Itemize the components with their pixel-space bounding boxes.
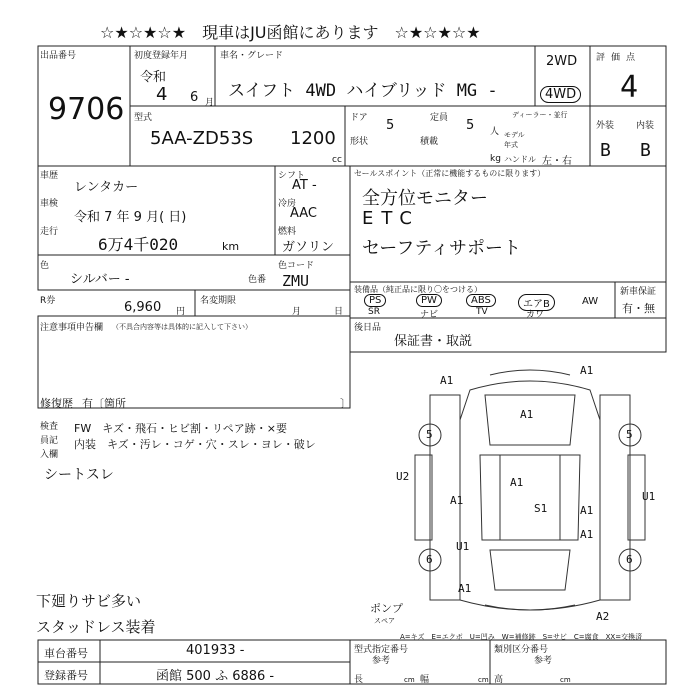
recycle-label: R券 [40, 296, 56, 306]
history-value: レンタカー [74, 180, 139, 195]
equip-abs: ABS [466, 294, 496, 307]
handle-value: 左・右 [542, 156, 572, 167]
diagram-mark: A1 [520, 408, 534, 421]
class-number-ref: 参考 [534, 656, 553, 666]
repair-close: 〕 [340, 397, 351, 410]
banner: ☆★☆★☆★ 現車はJU函館にあります ☆★☆★☆★ [100, 23, 481, 42]
dim-height-unit: cm [560, 676, 571, 684]
doors-value: 5 [386, 118, 395, 133]
dim-width-unit: cm [478, 676, 489, 684]
tire-mark: 6 [426, 553, 433, 566]
diagram-mark: S1 [534, 502, 548, 515]
diagram-mark: A1 [458, 582, 472, 595]
warranty-label: 新車保証 [620, 287, 657, 297]
notes-sub: （不具合内容等は具体的に記入して下さい） [112, 323, 252, 331]
name-change-label: 名変期限 [200, 296, 237, 306]
score-exterior-value: B [600, 140, 611, 161]
dim-length-unit: cm [404, 676, 415, 684]
sales-point-3: セーフティサポート [362, 238, 521, 259]
check-label: 検査員記入欄 [40, 422, 59, 460]
first-reg-year: 4 [156, 84, 168, 105]
class-number-label: 類別区分番号 [494, 645, 549, 655]
equip-airbag: エアB [518, 294, 555, 311]
fuel-value: ガソリン [282, 240, 335, 255]
model-year-label: モデル年式 [504, 131, 525, 149]
diagram-mark: A1 [580, 528, 594, 541]
score-interior-label: 内装 [636, 121, 655, 131]
equip-pw: PW [416, 294, 442, 307]
color-code-label: 色コード [278, 261, 315, 271]
first-reg-month: 6 [190, 90, 199, 105]
fuel-label: 燃料 [278, 227, 297, 237]
diagram-mark: U1 [456, 540, 470, 553]
handwritten-note-3: スタッドレス装着 [36, 618, 156, 636]
displacement-unit: cc [332, 155, 342, 165]
shift-value: AT - [292, 178, 317, 193]
spare-label: スペア [374, 617, 395, 625]
sales-point-2: ETC [362, 208, 420, 229]
shift-label: シフト [278, 171, 306, 181]
check-row1: FW キズ・飛石・ヒビ割・リペア跡・×要 [74, 422, 287, 435]
inspection-value: 令和 7 年 9 月( 日) [74, 210, 187, 225]
color-code-value: ZMU [282, 272, 310, 290]
equipment-label: 装備品（純正品に限り〇をつける） [354, 285, 482, 294]
mileage-value: 6万4千020 [98, 235, 179, 254]
history-label: 車歴 [40, 171, 59, 181]
color-value: シルバー - [70, 272, 130, 287]
recycle-unit: 円 [176, 307, 186, 317]
drive-2wd: 2WD [546, 54, 578, 69]
aircon-value: AAC [290, 206, 317, 221]
first-reg-label: 初度登録年月 [134, 51, 189, 61]
mileage-label: 走行 [40, 227, 59, 237]
spare-note: ポンプ [370, 602, 403, 615]
notes-label: 注意事項申告欄 [40, 323, 104, 333]
drive-4wd: 4WD [540, 86, 581, 103]
equip-navi: ナビ [420, 310, 439, 320]
load-label: 積載 [420, 137, 439, 147]
chassis-label: 車台番号 [44, 647, 88, 660]
score-interior-value: B [640, 140, 651, 161]
name-change-day: 日 [334, 307, 344, 317]
score-exterior-label: 外装 [596, 121, 615, 131]
dim-height: 高 [494, 675, 504, 685]
score-value: 4 [620, 70, 639, 105]
diagram-mark: A1 [510, 476, 524, 489]
lot-label: 出品番号 [40, 51, 77, 61]
type-designation-ref: 参考 [372, 656, 391, 666]
model-code-label: 型式 [134, 113, 153, 123]
equip-ps: PS [364, 294, 386, 307]
aircon-label: 冷房 [278, 199, 297, 209]
handle-label: ハンドル [504, 155, 536, 164]
diagram-mark: A1 [440, 374, 454, 387]
reg-number-value: 函館 500 ふ 6886 - [156, 669, 275, 684]
inspection-label: 車検 [40, 199, 59, 209]
equip-tv: TV [476, 307, 488, 317]
first-reg-month-unit: 月 [205, 98, 215, 108]
model-code-value: 5AA-ZD53S [150, 128, 254, 149]
equip-sr: SR [368, 307, 380, 317]
score-label: 評価点 [596, 53, 642, 63]
color-number-label: 色番 [248, 275, 267, 285]
type-designation-label: 型式指定番号 [354, 645, 409, 655]
repair-value: 有〔箇所 [82, 397, 126, 410]
first-reg-era: 令和 [140, 70, 167, 85]
repair-label: 修復歴 [40, 397, 73, 410]
tire-mark: 5 [426, 428, 433, 441]
capacity-label: 定員 [430, 113, 449, 123]
handwritten-note-1: シートスレ [44, 467, 114, 483]
chassis-value: 401933 - [186, 643, 245, 658]
warranty-value: 有・無 [622, 302, 655, 315]
equip-leather: カワ [526, 310, 545, 320]
tire-mark: 5 [626, 428, 633, 441]
diagram-mark: A1 [580, 504, 594, 517]
model-name-label: 車名・グレード [220, 51, 284, 61]
diagram-mark: U1 [642, 490, 656, 503]
diagram-mark: A1 [580, 364, 594, 377]
sales-point-1: 全方位モニター [362, 188, 488, 209]
diagram-mark: U2 [396, 470, 410, 483]
sales-points-label: セールスポイント（正常に機能するものに限ります） [354, 169, 546, 178]
diagram-mark: A1 [450, 494, 464, 507]
dim-width: 幅 [420, 675, 430, 685]
dealer-label: ディーラー・並行 [512, 111, 568, 119]
recycle-value: 6,960 [124, 300, 162, 315]
displacement-value: 1200 [290, 128, 336, 149]
color-label: 色 [40, 261, 50, 271]
lot-number: 9706 [48, 92, 125, 127]
model-name-value: スイフト 4WD ハイブリッド MG - [228, 81, 498, 101]
dim-length: 長 [354, 675, 364, 685]
handwritten-note-2: 下廻りサビ多い [36, 592, 142, 610]
diagram-mark: A2 [596, 610, 610, 623]
doors-label: ドア [350, 113, 368, 123]
equip-aw: AW [582, 296, 599, 307]
after-items-value: 保証書・取説 [394, 334, 473, 349]
capacity-unit: 人 [490, 127, 500, 137]
diagram-legend: A=キズ E=エクボ U=凹み W=補修跡 S=サビ C=腐食 XX=交換済 [400, 633, 643, 641]
load-unit: kg [490, 154, 501, 164]
after-items-label: 後日品 [354, 323, 382, 333]
name-change-month: 月 [292, 307, 302, 317]
mileage-unit: km [222, 240, 240, 253]
capacity-value: 5 [466, 118, 475, 133]
tire-mark: 6 [626, 553, 633, 566]
reg-number-label: 登録番号 [44, 669, 88, 682]
shape-label: 形状 [350, 137, 369, 147]
check-row2: 内装 キズ・汚レ・コゲ・穴・スレ・ヨレ・破レ [74, 438, 316, 451]
